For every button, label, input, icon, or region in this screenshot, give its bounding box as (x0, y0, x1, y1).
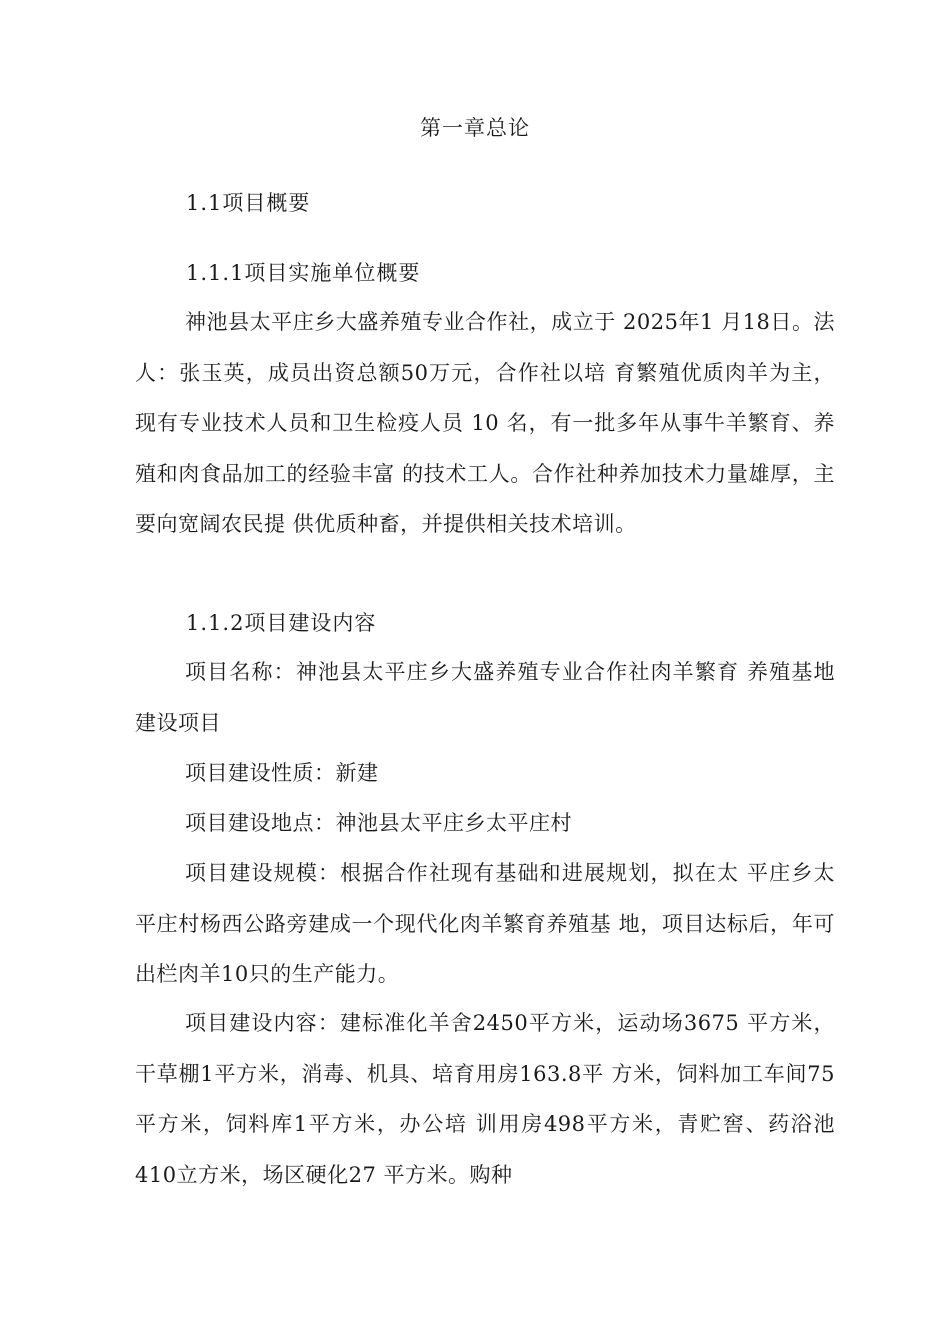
paragraph-unit-overview: 神池县太平庄乡大盛养殖专业合作社，成立于 2025年1 月18日。法人：张玉英，成员出资总额50万元，合作社以培 育繁殖优质肉羊为主，现有专业技术人员和卫生检疫人员 10 名，有一批多年从事牛羊繁育、养殖和肉食品加工的经验丰富 的技术工人。合作社种养加技术力量雄厚，主要向宽阔农民提 供优质种畜，并提供相关技术培训。 (135, 310, 835, 536)
paragraph-project-content: 项目建设内容：建标准化羊舍2450平方米，运动场3675 平方米，干草棚1平方米，消毒、机具、培育用房163.8平 方米，饲料加工车间75平方米，饲料库1平方米，办公培 训用房498平方米，青贮窖、药浴池410立方米，场区硬化27 平方米。购种 (135, 1011, 835, 1187)
section-heading-1-1-2: 1.1.2项目建设内容 (186, 611, 377, 635)
paragraph-project-nature: 项目建设性质：新建 (185, 761, 379, 785)
paragraph-project-location: 项目建设地点：神池县太平庄乡太平庄村 (185, 811, 572, 835)
section-heading-1-1-1: 1.1.1项目实施单位概要 (186, 261, 421, 285)
paragraph-project-name: 项目名称：神池县太平庄乡大盛养殖专业合作社肉羊繁育 养殖基地建设项目 (135, 660, 835, 735)
section-heading-1-1: 1.1项目概要 (186, 191, 311, 215)
paragraph-project-scale: 项目建设规模：根据合作社现有基础和进展规划，拟在太 平庄乡太平庄村杨西公路旁建成一个现代化肉羊繁育养殖基 地，项目达标后，年可出栏肉羊10只的生产能力。 (135, 861, 835, 986)
chapter-title: 第一章总论 (420, 116, 530, 140)
